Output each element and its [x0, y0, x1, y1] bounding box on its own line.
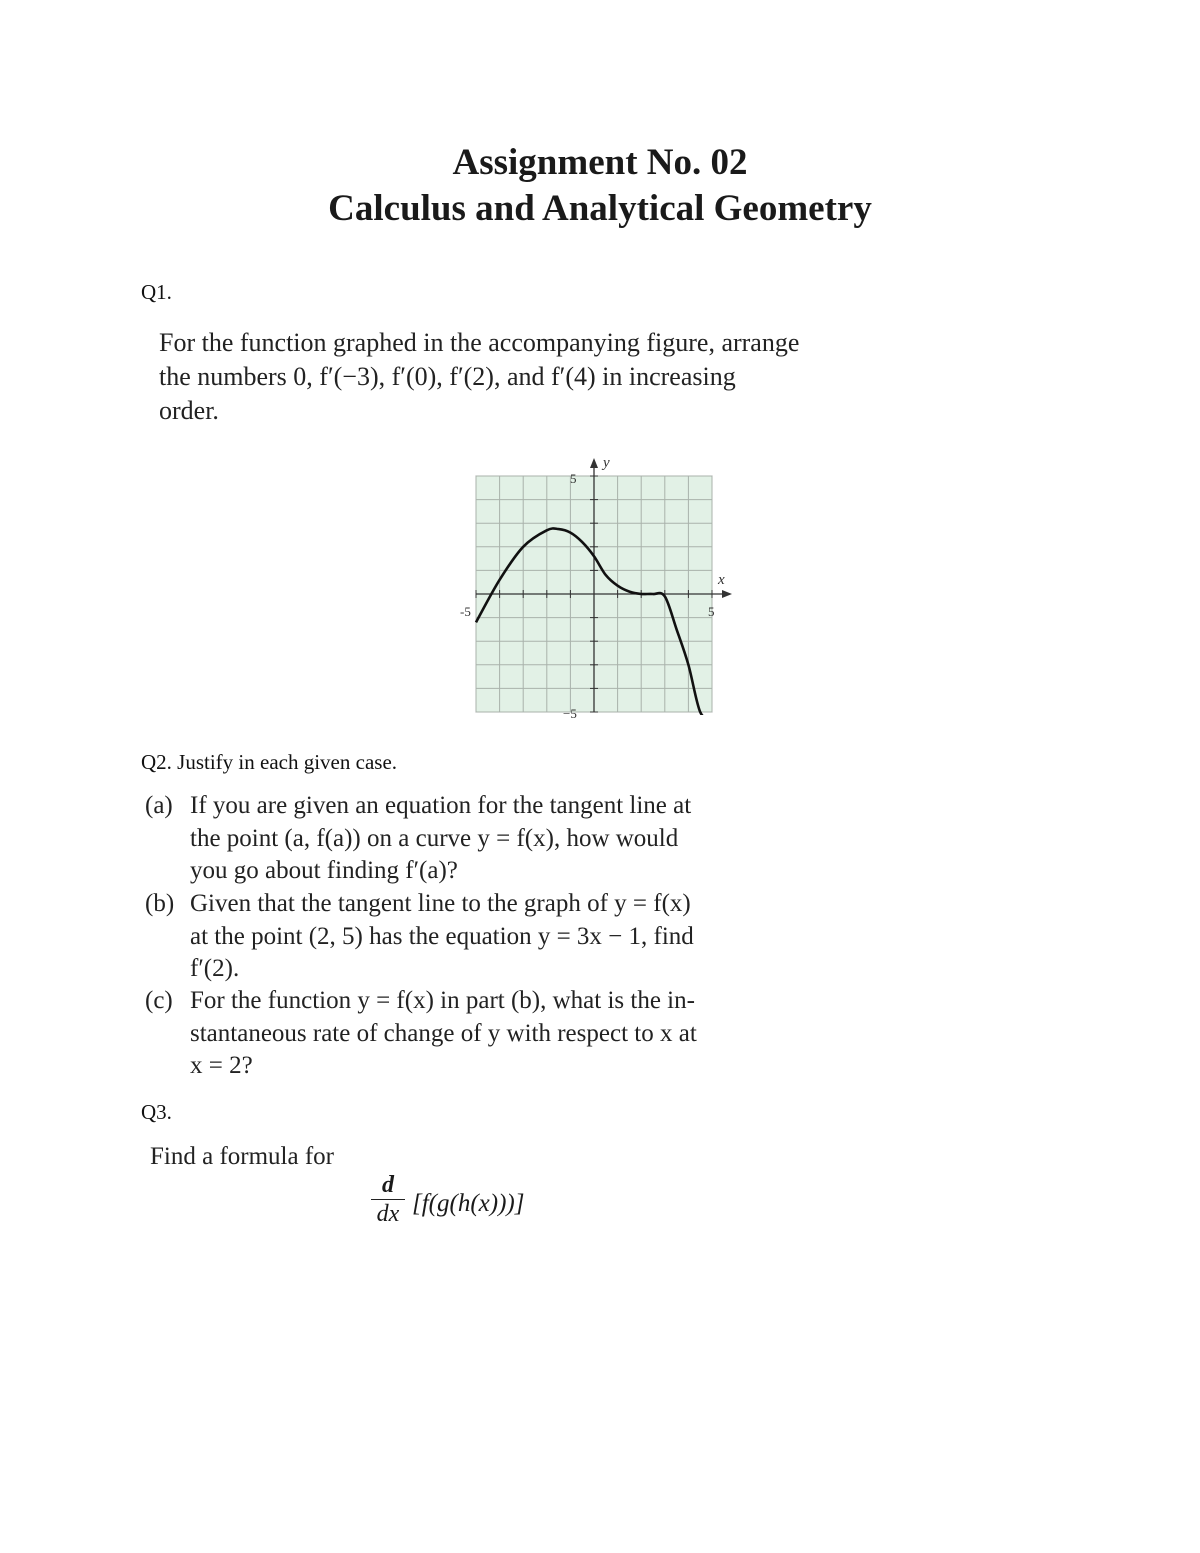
q2-item-c-line-3: x = 2? — [190, 1052, 253, 1079]
y-tick-label-max: 5 — [570, 471, 577, 486]
y-axis-label: y — [603, 455, 610, 471]
q3-prompt: Find a formula for — [150, 1143, 334, 1170]
q2-item-a — [145, 790, 765, 890]
derivative-numerator: d — [382, 1172, 394, 1198]
q2-item-a-line-2: the point (a, f(a)) on a curve y = f(x), how would — [190, 824, 679, 852]
x-axis-label: x — [718, 572, 725, 588]
page-title-line-2: Calculus and Analytical Geometry — [328, 188, 872, 229]
y-axis-arrow-icon — [590, 458, 598, 468]
x-tick-label-min: -5 — [460, 604, 471, 619]
q1-line-3: order. — [159, 396, 219, 425]
q2-item-b-tag: (b) — [145, 890, 175, 917]
q1-text — [159, 326, 879, 428]
derivative-operator — [368, 1172, 408, 1227]
fraction-bar — [371, 1199, 405, 1200]
composite-function-expression: [f(g(h(x)))] — [412, 1190, 525, 1217]
q2-item-c — [145, 985, 765, 1085]
x-axis-arrow-icon — [722, 590, 732, 598]
graph-svg — [455, 455, 745, 725]
q3-label: Q3. — [141, 1100, 172, 1124]
q2-item-c-line-2: stantaneous rate of change of y with respect to x at — [190, 1019, 697, 1047]
derivative-denominator: dx — [376, 1201, 400, 1227]
q2-item-b-line-3: f′(2). — [190, 955, 240, 982]
q1-line-1: For the function graphed in the accompanying figure, arrange — [159, 328, 800, 357]
q1-label: Q1. — [141, 280, 172, 304]
q1-line-2: the numbers 0, f′(−3), f′(0), f′(2), and f′(4) in increasing — [159, 362, 736, 391]
q2-item-b-line-1: Given that the tangent line to the graph of y = f(x) — [190, 890, 691, 917]
q2-item-b — [145, 888, 765, 988]
function-graph — [455, 455, 745, 725]
x-tick-label-max: 5 — [708, 604, 715, 619]
q2-item-c-tag: (c) — [145, 987, 173, 1014]
q2-item-a-tag: (a) — [145, 792, 173, 819]
q2-item-c-line-1: For the function y = f(x) in part (b), what is the in- — [190, 987, 695, 1014]
page-title-line-1: Assignment No. 02 — [452, 142, 748, 183]
q2-label: Q2. Justify in each given case. — [141, 750, 398, 774]
y-tick-label-min: −5 — [563, 706, 577, 721]
q2-item-a-line-3: you go about finding f′(a)? — [190, 857, 458, 884]
q2-item-a-line-1: If you are given an equation for the tangent line at — [190, 792, 692, 819]
q2-item-b-line-2: at the point (2, 5) has the equation y = 3x − 1, find — [190, 922, 694, 950]
